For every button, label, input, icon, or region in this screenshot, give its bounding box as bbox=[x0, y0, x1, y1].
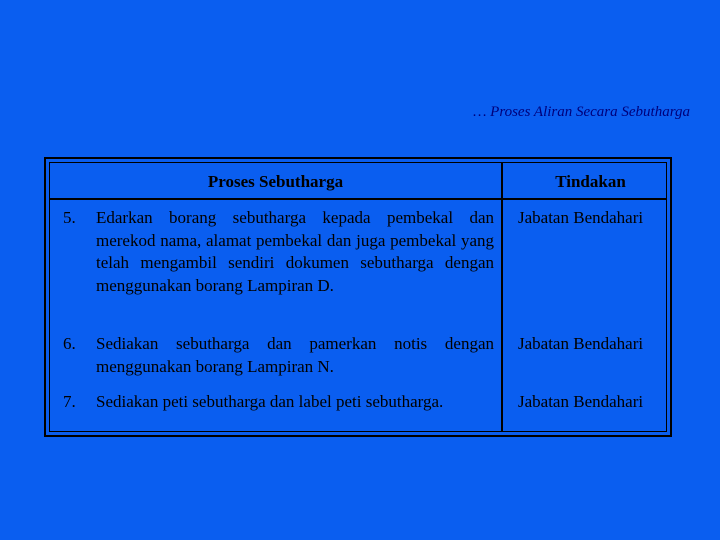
row-description: Sediakan peti sebutharga dan label peti sebutharga. bbox=[96, 392, 444, 411]
row-action: Jabatan Bendahari bbox=[518, 392, 644, 411]
table-frame bbox=[49, 162, 667, 432]
header-action: Tindakan bbox=[555, 172, 626, 191]
row-action: Jabatan Bendahari bbox=[518, 208, 644, 227]
header-divider bbox=[50, 198, 666, 200]
process-table bbox=[44, 157, 672, 437]
column-divider bbox=[501, 163, 503, 431]
row-action: Jabatan Bendahari bbox=[518, 334, 644, 353]
slide-subtitle: … Proses Aliran Secara Sebutharga bbox=[473, 104, 690, 120]
row-description: Sediakan sebutharga dan pamerkan notis dengan menggunakan borang Lampiran N. bbox=[96, 334, 494, 376]
row-number: 6. bbox=[63, 334, 76, 353]
header-process: Proses Sebutharga bbox=[207, 172, 344, 191]
row-description: Edarkan borang sebutharga kepada pembekal dan merekod nama, alamat pembekal dan juga pembekal yang telah mengambil sendiri dokumen sebutharga dengan menggunakan borang Lampiran D. bbox=[96, 208, 494, 295]
row-number: 7. bbox=[63, 392, 76, 411]
row-number: 5. bbox=[63, 208, 76, 227]
